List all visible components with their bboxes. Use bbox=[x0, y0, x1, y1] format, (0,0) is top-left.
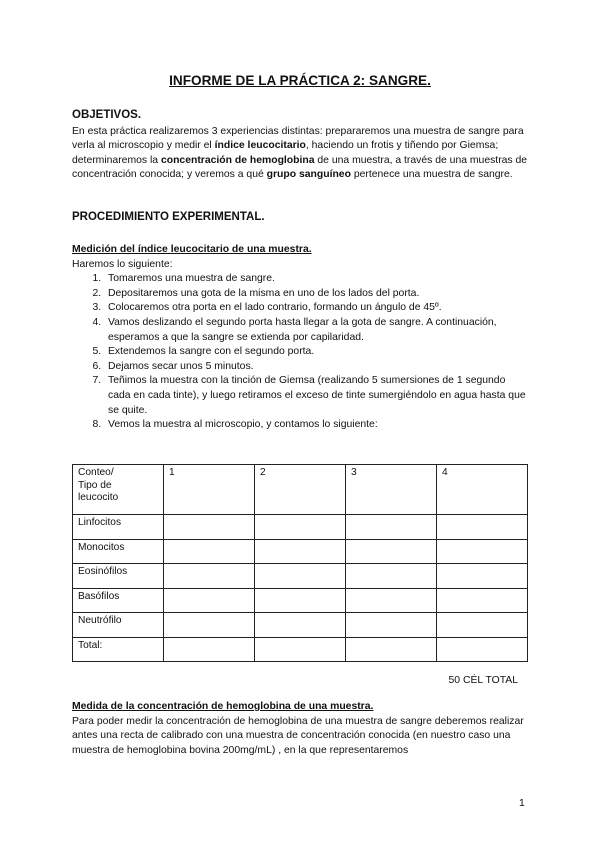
table-row-label: Eosinófilos bbox=[73, 564, 164, 589]
table-header-cell: 2 bbox=[255, 465, 346, 515]
table-header-cell: 1 bbox=[164, 465, 255, 515]
leucocitario-section bbox=[72, 243, 528, 433]
table-header-cell: 3 bbox=[346, 465, 437, 515]
table-cell bbox=[437, 539, 528, 564]
table-cell bbox=[437, 637, 528, 662]
table-cell bbox=[255, 515, 346, 540]
table-row-label: Neutrófilo bbox=[73, 613, 164, 638]
table-cell bbox=[164, 637, 255, 662]
table-cell bbox=[164, 613, 255, 638]
list-item: 8. Vemos la muestra al microscopio, y contamos lo siguiente: bbox=[104, 418, 528, 433]
table-cell bbox=[346, 564, 437, 589]
table-cell bbox=[255, 613, 346, 638]
table-cell bbox=[164, 539, 255, 564]
table-row-label: Basófilos bbox=[73, 588, 164, 613]
table-cell bbox=[437, 515, 528, 540]
table-row bbox=[73, 564, 528, 589]
table-header-cell: Conteo/ Tipo de leucocito bbox=[73, 465, 164, 515]
table-cell bbox=[164, 515, 255, 540]
table-row-label: Monocitos bbox=[73, 539, 164, 564]
list-item: 7. Teñimos la muestra con la tinción de Giemsa (realizando 5 sumersiones de 1 segundo cada en cada tinte), y luego retiramos el exceso de tinte sumergiéndolo en agua hasta que se quite. bbox=[104, 374, 528, 418]
page-number: 1 bbox=[519, 798, 525, 809]
table-cell bbox=[164, 564, 255, 589]
table-row bbox=[73, 613, 528, 638]
table-cell bbox=[437, 613, 528, 638]
table-header-row bbox=[73, 465, 528, 515]
list-item: 3. Colocaremos otra porta en el lado contrario, formando un ángulo de 45º. bbox=[104, 301, 528, 316]
table-cell bbox=[437, 564, 528, 589]
hemoglobina-paragraph: Para poder medir la concentración de hemoglobina de una muestra de sangre deberemos realizar antes una recta de calibrado con una muestra de concentración conocida (en nuestro caso una muestra de hemoglobina bovina 200mg/mL) , en la que representaremos bbox=[72, 715, 524, 756]
table-row bbox=[73, 588, 528, 613]
table-row bbox=[73, 515, 528, 540]
list-item: 1. Tomaremos una muestra de sangre. bbox=[104, 272, 528, 287]
table-cell bbox=[346, 613, 437, 638]
term-indice-leucocitario: índice leucocitario bbox=[214, 140, 306, 152]
list-item: 2. Depositaremos una gota de la misma en uno de los lados del porta. bbox=[104, 287, 528, 302]
list-item: 4. Vamos deslizando el segundo porta hasta llegar a la gota de sangre. A continuación, esperamos a que la sangre se extienda por capilaridad. bbox=[104, 316, 528, 345]
procedure-steps bbox=[72, 272, 528, 433]
table-cell bbox=[164, 588, 255, 613]
term-concentracion-hemoglobina: concentración de hemoglobina bbox=[160, 154, 315, 166]
total-cells-note: 50 CÉL TOTAL bbox=[448, 675, 518, 686]
leucocitario-intro: Haremos lo siguiente: bbox=[72, 258, 173, 270]
objetivos-paragraph: En esta práctica realizaremos 3 experiencias distintas: prepararemos una muestra de sangre para verla al microscopio y medir el índice leucocitario, haciendo un frotis y tiñendo por Giemsa; determinaremos la concentración de hemoglobina de una muestra, a través de una muestras de concentración conocida; y veremos a qué grupo sanguíneo pertenece una muestra de sangre. bbox=[72, 125, 528, 181]
table-cell bbox=[255, 588, 346, 613]
table-cell bbox=[346, 588, 437, 613]
table-cell bbox=[346, 637, 437, 662]
procedimiento-heading: PROCEDIMIENTO EXPERIMENTAL. bbox=[72, 211, 265, 223]
table-row bbox=[73, 539, 528, 564]
table-row bbox=[73, 637, 528, 662]
term-grupo-sanguineo: grupo sanguíneo bbox=[266, 169, 351, 181]
table-cell bbox=[346, 539, 437, 564]
leukocyte-count-table bbox=[72, 464, 528, 662]
leucocitario-heading: Medición del índice leucocitario de una muestra. bbox=[72, 244, 312, 255]
hemoglobina-section bbox=[72, 700, 528, 758]
table-cell bbox=[255, 564, 346, 589]
table-cell bbox=[437, 588, 528, 613]
objetivos-heading: OBJETIVOS. bbox=[72, 109, 142, 121]
objetivos-section bbox=[72, 108, 528, 183]
table-cell bbox=[346, 515, 437, 540]
table-cell bbox=[255, 637, 346, 662]
list-item: 6. Dejamos secar unos 5 minutos. bbox=[104, 360, 528, 375]
table-cell bbox=[255, 539, 346, 564]
page-title: INFORME DE LA PRÁCTICA 2: SANGRE. bbox=[169, 73, 431, 88]
table-row-label: Total: bbox=[73, 637, 164, 662]
hemoglobina-heading: Medida de la concentración de hemoglobina de una muestra. bbox=[72, 701, 374, 712]
table-row-label: Linfocitos bbox=[73, 515, 164, 540]
procedimiento-section bbox=[72, 210, 528, 225]
list-item: 5. Extendemos la sangre con el segundo porta. bbox=[104, 345, 528, 360]
table-header-cell: 4 bbox=[437, 465, 528, 515]
